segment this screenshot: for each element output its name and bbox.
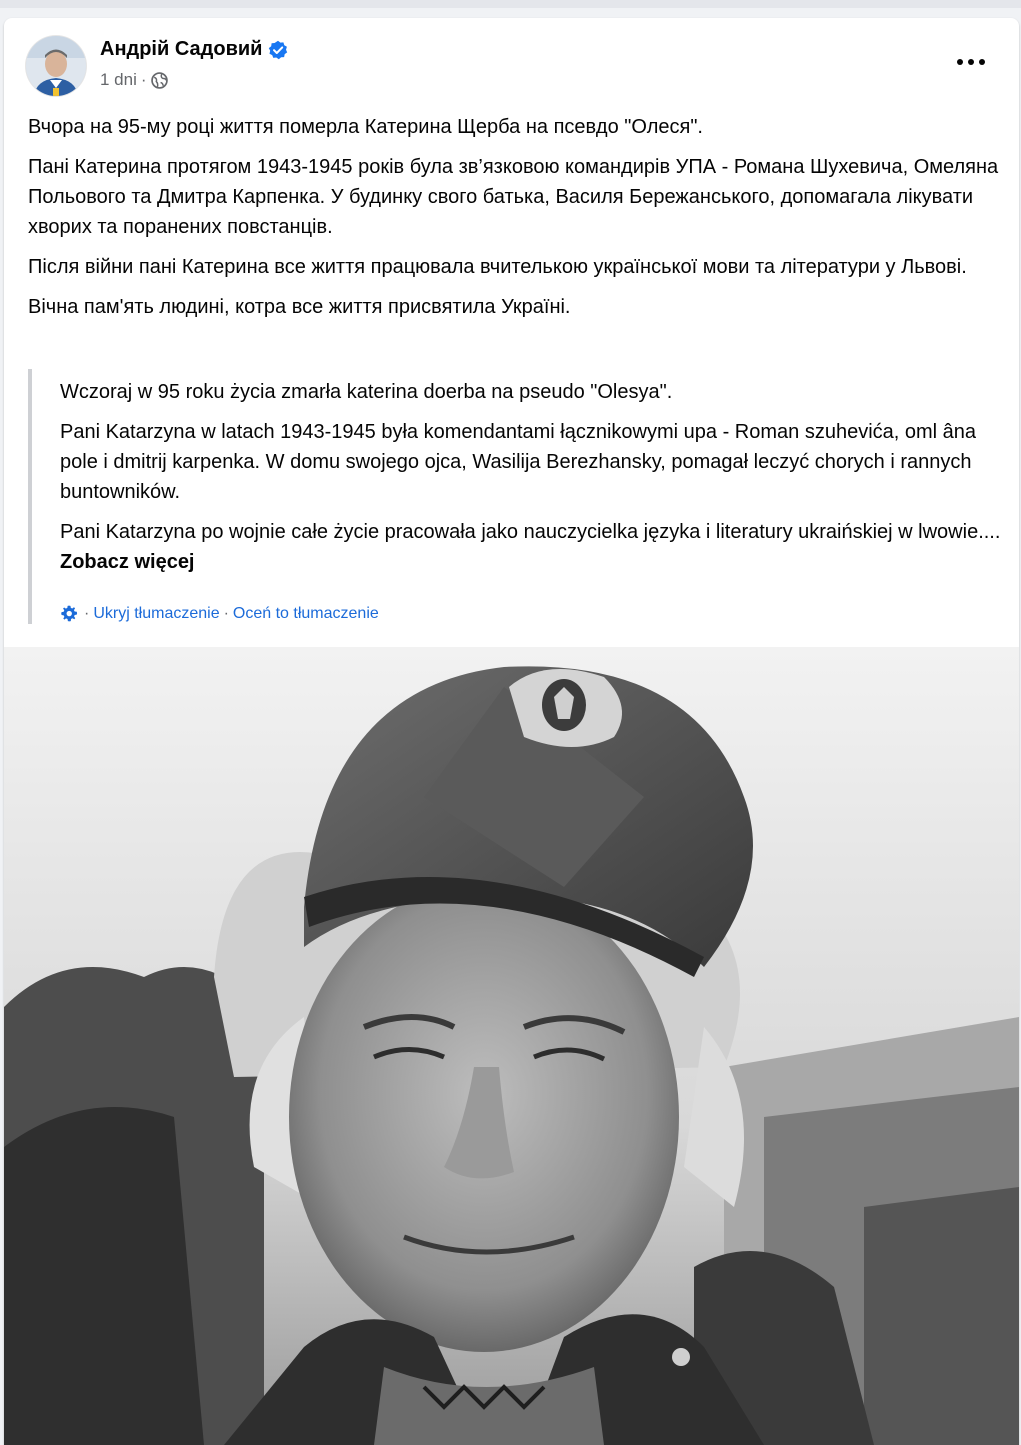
post-text xyxy=(28,112,1008,332)
post-paragraph: Після війни пані Катерина все життя працювала вчителькою української мови та літератури у Львові. xyxy=(28,256,967,278)
post-meta xyxy=(100,70,168,90)
action-separator: · xyxy=(223,605,229,622)
more-options-icon[interactable] xyxy=(957,54,985,70)
translated-paragraph: Pani Katarzyna w latach 1943-1945 była komendantami łącznikowymi upa - Roman szuhevića, oml âna pole i dmitrij karpenka. W domu swojego ojca, Wasilija Berezhansky, pomagał leczyć chorych i rannych buntowników. xyxy=(60,421,977,503)
translated-paragraph-text: Pani Katarzyna po wojnie całe życie pracowała jako nauczycielka języka i literatury ukraińskiej w lwowie.... xyxy=(60,521,1001,543)
see-more-link[interactable]: Zobacz więcej xyxy=(60,551,195,573)
more-dot xyxy=(957,59,963,65)
action-separator: · xyxy=(84,605,90,622)
rate-translation-link[interactable]: Oceń to tłumaczenie xyxy=(232,605,379,622)
hide-translation-link[interactable]: Ukryj tłumaczenie xyxy=(93,605,220,622)
post-header xyxy=(4,18,1019,98)
post-time[interactable]: 1 dni xyxy=(100,70,137,89)
more-dot xyxy=(968,59,974,65)
author-name[interactable]: Андрій Садовий xyxy=(100,38,263,60)
more-dot xyxy=(979,59,985,65)
author-line xyxy=(100,38,288,61)
gear-icon[interactable] xyxy=(60,605,78,623)
globe-icon[interactable] xyxy=(151,72,168,89)
translated-text xyxy=(60,377,1010,587)
author-avatar[interactable] xyxy=(26,36,86,96)
feed-top-divider xyxy=(0,0,1021,8)
translated-paragraph-last xyxy=(60,517,1010,577)
post-photo[interactable] xyxy=(4,647,1019,1445)
portrait-photo xyxy=(4,647,1019,1445)
verified-badge-icon xyxy=(268,40,288,60)
translation-block xyxy=(28,369,1012,624)
post-paragraph: Вічна пам'ять людині, котра все життя присвятила Україні. xyxy=(28,296,571,318)
translated-paragraph: Wczoraj w 95 roku życia zmarła katerina doerba na pseudo "Olesya". xyxy=(60,381,673,403)
translation-actions xyxy=(60,605,379,623)
post-paragraph: Пані Катерина протягом 1943-1945 років була зв’язковою командирів УПА - Романа Шухевича, Омеляна Польового та Дмитра Карпенка. У будинку свого батька, Василя Бережанського, допомагала лікувати хворих та поранених повстанців. xyxy=(28,156,999,238)
post-card xyxy=(4,18,1019,1445)
meta-separator: · xyxy=(140,70,147,89)
post-paragraph: Вчора на 95-му році життя померла Катерина Щерба на псевдо "Олеся". xyxy=(28,116,703,138)
